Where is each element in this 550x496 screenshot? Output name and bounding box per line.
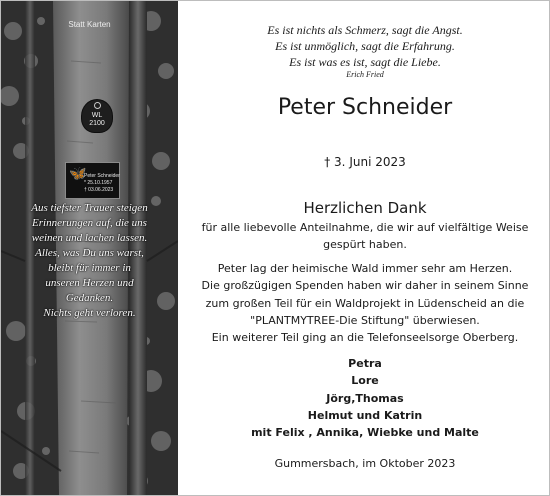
thanks-paragraph-2 (180, 260, 550, 346)
mourners-list (180, 355, 550, 441)
paragraph-line: Die großzügigen Spenden haben wir daher in seinem Sinne (201, 279, 529, 293)
poem-line: Gedanken. (65, 292, 114, 304)
quote-line: Es ist unmöglich, sagt die Erfahrung. (275, 39, 455, 53)
quote-line: Es ist nichts als Schmerz, sagt die Angst. (267, 23, 463, 37)
memorial-sign (65, 162, 120, 199)
paragraph-line: "PLANTMYTREE-Die Stiftung" überwiesen. (250, 313, 480, 327)
plaque-line-2: 2100 (89, 120, 105, 127)
sign-death: † 03.06.2023 (84, 187, 114, 193)
quote-line: Es ist was es ist, sagt die Liebe. (289, 55, 441, 69)
paragraph-line: Peter lag der heimische Wald immer sehr am Herzen. (217, 262, 513, 275)
poem-line: Erinnerungen auf, die uns (32, 217, 147, 229)
thanks-paragraph-1 (180, 219, 550, 254)
thanks-heading: Herzlichen Dank (303, 199, 427, 217)
poem-line: Aus tiefster Trauer steigen (31, 202, 148, 214)
mourner-name: Jörg,Thomas (326, 391, 404, 405)
sign-name: Peter Schneider (84, 173, 120, 179)
tree-plaque (81, 99, 113, 133)
poem-line: Alles, was Du uns warst, (35, 247, 144, 259)
plaque-line-1: WL (91, 112, 103, 119)
mourner-name: Lore (351, 374, 379, 388)
sign-birth: * 25.10.1957 (84, 180, 113, 186)
poem-line: unseren Herzen und (45, 277, 134, 289)
poem (1, 201, 178, 321)
paragraph-line: Ein weiterer Teil ging an die Telefonseelsorge Oberberg. (211, 331, 519, 345)
butterfly-icon: 🦋 (69, 166, 87, 182)
poem-line: bleibt für immer in (48, 262, 131, 274)
poem-line: weinen und lachen lassen. (31, 232, 148, 244)
forest-photo (1, 1, 178, 495)
mourner-name: mit Felix , Annika, Wiebke und Malte (251, 426, 479, 440)
quote (180, 22, 550, 70)
quote-author: Erich Fried (346, 70, 384, 79)
paragraph-line: gespürt haben. (323, 238, 407, 252)
plaque-ring-icon (94, 102, 101, 109)
paragraph-line: für alle liebevolle Anteilnahme, die wir auf vielfältige Weise (201, 221, 529, 234)
paragraph-line: zum großen Teil für ein Waldprojekt in Lüdenscheid an die (205, 296, 525, 310)
header-note: Statt Karten (68, 20, 111, 29)
poem-line: Nichts geht verloren. (43, 307, 136, 319)
deceased-name: Peter Schneider (277, 95, 453, 120)
mourner-name: Helmut und Katrin (307, 408, 423, 422)
place-and-date: Gummersbach, im Oktober 2023 (274, 457, 456, 470)
death-date: † 3. Juni 2023 (324, 155, 406, 169)
mourner-name: Petra (348, 357, 382, 370)
